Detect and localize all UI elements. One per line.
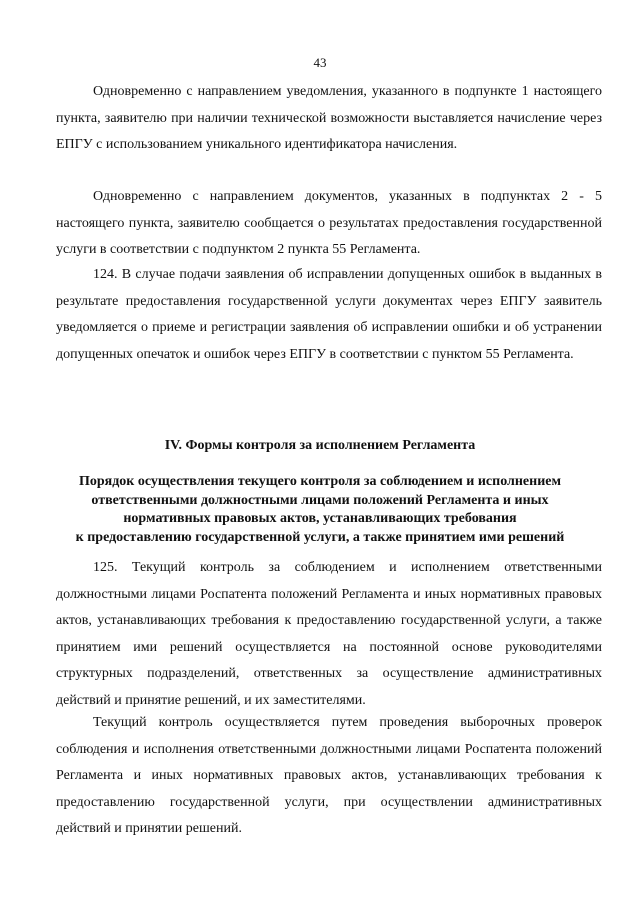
subsection-title [40,473,600,547]
paragraph-125 [56,555,602,714]
paragraph-125-continued [56,710,602,843]
paragraph-124 [56,262,602,368]
subsection-title-line: Порядок осуществления текущего контроля за соблюдением и исполнением [78,474,562,489]
paragraph-124-text: 124. В случае подачи заявления об исправлении допущенных ошибок в выданных в результате предоставления государственной услуги документах через ЕПГУ заявитель уведомляется о приеме и регистрации заявления об исправлении ошибки и об устранении допущенных опечаток и ошибок через ЕПГУ в соответствии с пунктом 55 Регламента. [56,267,602,362]
paragraph-125-text: 125. Текущий контроль за соблюдением и исполнением ответственными должностными лицами Роспатента положений Регламента и иных нормативных правовых актов, устанавливающих требования к предоставлению государственной услуги, а также принятием ими решений осуществляется на постоянной основе руководителями структурных подразделений, ответственных за осуществление административных действий и принятие решений, и их заместителями. [56,560,602,708]
page-number: 43 [313,55,327,70]
subsection-title-line: к предоставлению государственной услуги, а также принятием ими решений [75,529,565,545]
paragraph-2-text: Одновременно с направлением документов, указанных в подпунктах 2 - 5 настоящего пункта, заявителю сообщается о результатах предоставления государственной услуги в соответствии с подпунктом 2 пункта 55 Регламента. [56,189,602,257]
paragraph-1-text: Одновременно с направлением уведомления, указанного в подпункте 1 настоящего пункта, заявителю при наличии технической возможности выставляется начисление через ЕПГУ с использованием уникального идентификатора начисления. [56,84,602,152]
paragraph-1 [56,79,602,159]
subsection-title-line: нормативных правовых актов, устанавливающих требования [123,511,517,526]
paragraph-125-continued-text: Текущий контроль осуществляется путем проведения выборочных проверок соблюдения и исполнения ответственными должностными лицами Роспатента положений Регламента и иных нормативных правовых актов, устанавливающих требования к предоставлению государственной услуги, при осуществлении административных действий и принятии решений. [56,715,602,836]
section-title: IV. Формы контроля за исполнением Регламента [164,438,476,453]
paragraph-2 [56,184,602,264]
subsection-title-line: ответственными должностными лицами положений Регламента и иных [91,492,549,508]
